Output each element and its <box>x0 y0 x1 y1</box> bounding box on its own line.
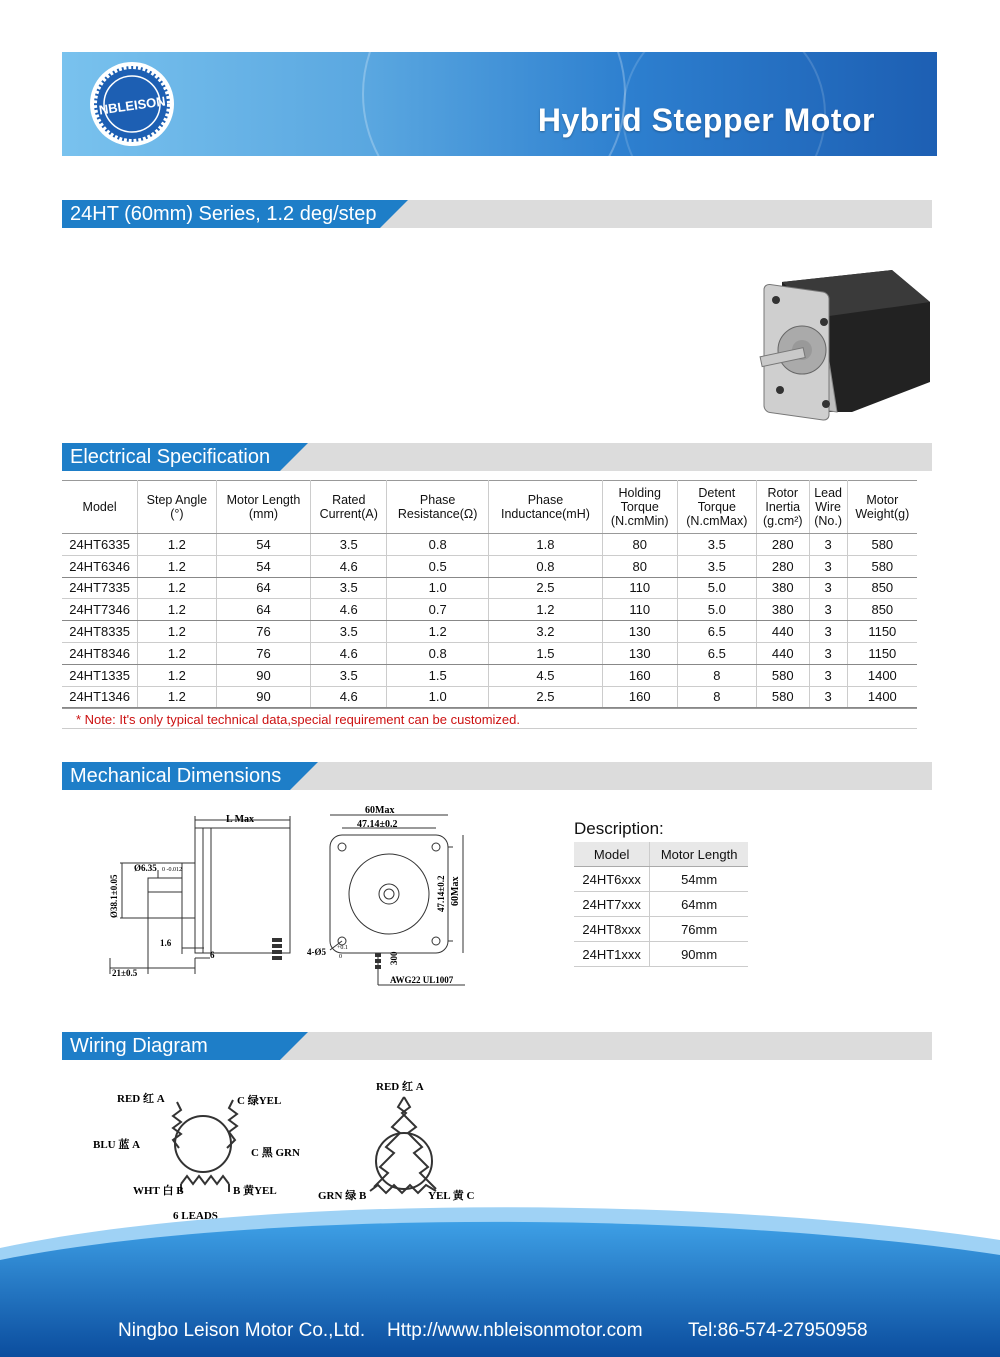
spec-cell: 1150 <box>847 642 917 664</box>
spec-cell: 0.5 <box>387 555 489 577</box>
spec-cell: 1.2 <box>387 621 489 643</box>
spec-header-cell: Lead Wire (No.) <box>809 481 847 534</box>
spec-header-cell: Motor Length (mm) <box>216 481 311 534</box>
spec-cell: 6.5 <box>677 642 756 664</box>
spec-cell: 1.2 <box>138 577 216 599</box>
table-row <box>62 555 917 577</box>
spec-cell: 580 <box>847 555 917 577</box>
spec-cell: 1.8 <box>489 534 603 556</box>
spec-cell: 280 <box>756 534 809 556</box>
spec-cell: 1.2 <box>138 664 216 686</box>
series-section-header <box>62 200 932 228</box>
spec-cell: 1.2 <box>138 599 216 621</box>
footer-company: Ningbo Leison Motor Co.,Ltd. <box>118 1320 366 1341</box>
spec-cell: 0.8 <box>387 534 489 556</box>
dim-21-label: 21±0.5 <box>112 968 138 978</box>
model-cell: 24HT6335 <box>62 534 138 556</box>
spec-cell: 5.0 <box>677 599 756 621</box>
spec-cell: 3.5 <box>677 555 756 577</box>
spec-cell: 4.5 <box>489 664 603 686</box>
spec-cell: 4.6 <box>311 642 387 664</box>
l-max-label: L Max <box>226 814 255 825</box>
spec-cell: 90 <box>216 664 311 686</box>
spec-cell: 3 <box>809 534 847 556</box>
spec-cell: 280 <box>756 555 809 577</box>
spec-cell: 1.5 <box>489 642 603 664</box>
spec-header-cell: Phase Resistance(Ω) <box>387 481 489 534</box>
spec-header-cell: Step Angle (°) <box>138 481 216 534</box>
boss-dia-label: Ø38.1±0.05 <box>109 874 119 918</box>
table-row <box>62 534 917 556</box>
side-view-drawing <box>100 808 310 988</box>
description-title: Description: <box>574 819 664 838</box>
spec-cell: 76 <box>216 642 311 664</box>
spec-cell: 0.7 <box>387 599 489 621</box>
spec-cell: 1.0 <box>387 686 489 708</box>
mechanical-title: Mechanical Dimensions <box>62 762 290 790</box>
spec-cell: 130 <box>602 642 677 664</box>
footer-website[interactable]: Http://www.nbleisonmotor.com <box>387 1320 643 1341</box>
spec-cell: 110 <box>602 599 677 621</box>
spec-header-cell: Holding Torque (N.cmMin) <box>602 481 677 534</box>
spec-cell: 3.5 <box>311 577 387 599</box>
spec-cell: 1.2 <box>489 599 603 621</box>
model-cell: 24HT7346 <box>62 599 138 621</box>
model-cell: 24HT6346 <box>62 555 138 577</box>
three-yel-label: YEL 黄 C <box>428 1190 475 1202</box>
table-row: 24HT7xxx 64mm <box>574 892 748 917</box>
six-red-label: RED 红 A <box>117 1093 165 1105</box>
spec-cell: 3 <box>809 621 847 643</box>
three-grn-label: GRN 绿 B <box>318 1190 367 1202</box>
three-red-label: RED 红 A <box>376 1081 424 1093</box>
spec-cell: 3 <box>809 664 847 686</box>
electrical-section-header <box>62 443 932 471</box>
spec-header-cell: Rotor Inertia (g.cm²) <box>756 481 809 534</box>
spec-cell: 3 <box>809 686 847 708</box>
hole-pitch-v-label: 47.14±0.2 <box>436 875 446 912</box>
spec-cell: 0.8 <box>387 642 489 664</box>
table-row: 24HT8xxx 76mm <box>574 917 748 942</box>
spec-cell: 64 <box>216 599 311 621</box>
spec-cell: 4.6 <box>311 555 387 577</box>
spec-header-cell: Motor Weight(g) <box>847 481 917 534</box>
six-c-grn-label: C 黑 GRN <box>251 1147 300 1159</box>
holes-tol-top: +0.1 <box>337 945 348 951</box>
series-title: 24HT (60mm) Series, 1.2 deg/step <box>62 200 380 228</box>
wire-spec-label: AWG22 UL1007 <box>390 975 454 985</box>
dim-16-label: 1.6 <box>160 938 172 948</box>
spec-cell: 160 <box>602 686 677 708</box>
desc-header-length: Motor Length <box>650 842 748 867</box>
spec-cell: 1150 <box>847 621 917 643</box>
spec-cell: 1.5 <box>387 664 489 686</box>
spec-cell: 8 <box>677 686 756 708</box>
holes-tol-bot: 0 <box>339 954 342 960</box>
company-logo <box>88 60 176 148</box>
spec-cell: 80 <box>602 555 677 577</box>
mechanical-section-header <box>62 762 932 790</box>
spec-cell: 76 <box>216 621 311 643</box>
spec-note: * Note: It's only typical technical data,special requirement can be customized. <box>62 708 917 729</box>
table-row <box>62 621 917 643</box>
spec-cell: 380 <box>756 577 809 599</box>
front-view-drawing <box>305 800 480 990</box>
spec-cell: 1.2 <box>138 555 216 577</box>
table-row <box>62 599 917 621</box>
table-row: 24HT6xxx 54mm <box>574 867 748 892</box>
spec-cell: 1.2 <box>138 642 216 664</box>
spec-header-cell: Detent Torque (N.cmMax) <box>677 481 756 534</box>
width-max-label: 60Max <box>365 805 395 816</box>
model-cell: 24HT7335 <box>62 577 138 599</box>
spec-cell: 3.5 <box>311 621 387 643</box>
spec-cell: 1.2 <box>138 621 216 643</box>
spec-header-cell: Rated Current(A) <box>311 481 387 534</box>
spec-cell: 3.5 <box>311 664 387 686</box>
spec-header-cell: Phase Inductance(mH) <box>489 481 603 534</box>
spec-cell: 130 <box>602 621 677 643</box>
spec-cell: 3 <box>809 555 847 577</box>
model-cell: 24HT1335 <box>62 664 138 686</box>
spec-cell: 0.8 <box>489 555 603 577</box>
dim-6-label: 6 <box>210 950 215 960</box>
spec-cell: 580 <box>756 686 809 708</box>
spec-cell: 1.2 <box>138 686 216 708</box>
spec-cell: 64 <box>216 577 311 599</box>
spec-cell: 8 <box>677 664 756 686</box>
header-banner <box>62 52 937 156</box>
table-header-row <box>62 481 917 534</box>
spec-cell: 54 <box>216 534 311 556</box>
spec-cell: 110 <box>602 577 677 599</box>
spec-cell: 850 <box>847 599 917 621</box>
spec-cell: 440 <box>756 621 809 643</box>
spec-cell: 1.2 <box>138 534 216 556</box>
six-blu-label: BLU 蓝 A <box>93 1139 141 1151</box>
spec-cell: 5.0 <box>677 577 756 599</box>
spec-cell: 440 <box>756 642 809 664</box>
electrical-spec-table <box>62 480 917 708</box>
page-title: Hybrid Stepper Motor <box>537 102 875 138</box>
description-table <box>574 842 748 967</box>
spec-cell: 580 <box>847 534 917 556</box>
wiring-title: Wiring Diagram <box>62 1032 280 1060</box>
spec-cell: 6.5 <box>677 621 756 643</box>
spec-header-cell: Model <box>62 481 138 534</box>
spec-cell: 1400 <box>847 664 917 686</box>
footer-tel: Tel:86-574-27950958 <box>688 1320 868 1341</box>
six-leads-caption: 6 LEADS <box>173 1210 218 1222</box>
electrical-title: Electrical Specification <box>62 443 280 471</box>
spec-cell: 54 <box>216 555 311 577</box>
svg-text:NBLEISON: NBLEISON <box>97 93 167 118</box>
table-row <box>62 686 917 708</box>
six-c-yel-label: C 绿YEL <box>237 1095 282 1107</box>
spec-cell: 3.5 <box>311 534 387 556</box>
spec-cell: 3.5 <box>677 534 756 556</box>
hole-pitch-label: 47.14±0.2 <box>357 819 398 830</box>
spec-cell: 2.5 <box>489 577 603 599</box>
model-cell: 24HT1346 <box>62 686 138 708</box>
motor-photo <box>752 262 937 422</box>
spec-cell: 80 <box>602 534 677 556</box>
spec-cell: 1.0 <box>387 577 489 599</box>
wiring-section-header <box>62 1032 932 1060</box>
table-row <box>62 577 917 599</box>
spec-cell: 1400 <box>847 686 917 708</box>
spec-cell: 580 <box>756 664 809 686</box>
spec-cell: 2.5 <box>489 686 603 708</box>
spec-cell: 3.2 <box>489 621 603 643</box>
model-cell: 24HT8346 <box>62 642 138 664</box>
table-row <box>62 664 917 686</box>
spec-cell: 850 <box>847 577 917 599</box>
spec-cell: 160 <box>602 664 677 686</box>
spec-cell: 380 <box>756 599 809 621</box>
six-wht-label: WHT 白 B <box>133 1185 184 1197</box>
six-b-yel-label: B 黄YEL <box>233 1185 277 1197</box>
spec-cell: 4.6 <box>311 686 387 708</box>
desc-header-model: Model <box>574 842 650 867</box>
height-max-label: 60Max <box>450 876 461 906</box>
spec-cell: 3 <box>809 599 847 621</box>
model-cell: 24HT8335 <box>62 621 138 643</box>
spec-cell: 3 <box>809 642 847 664</box>
table-row <box>62 642 917 664</box>
spec-cell: 3 <box>809 577 847 599</box>
shaft-dia-label: Ø6.35 <box>134 863 157 873</box>
table-row: 24HT1xxx 90mm <box>574 942 748 967</box>
lead-length-label: 300 <box>389 951 399 965</box>
shaft-tol-label: 0 -0.012 <box>162 867 182 873</box>
spec-cell: 4.6 <box>311 599 387 621</box>
spec-cell: 90 <box>216 686 311 708</box>
holes-label: 4-Ø5 <box>307 947 326 957</box>
